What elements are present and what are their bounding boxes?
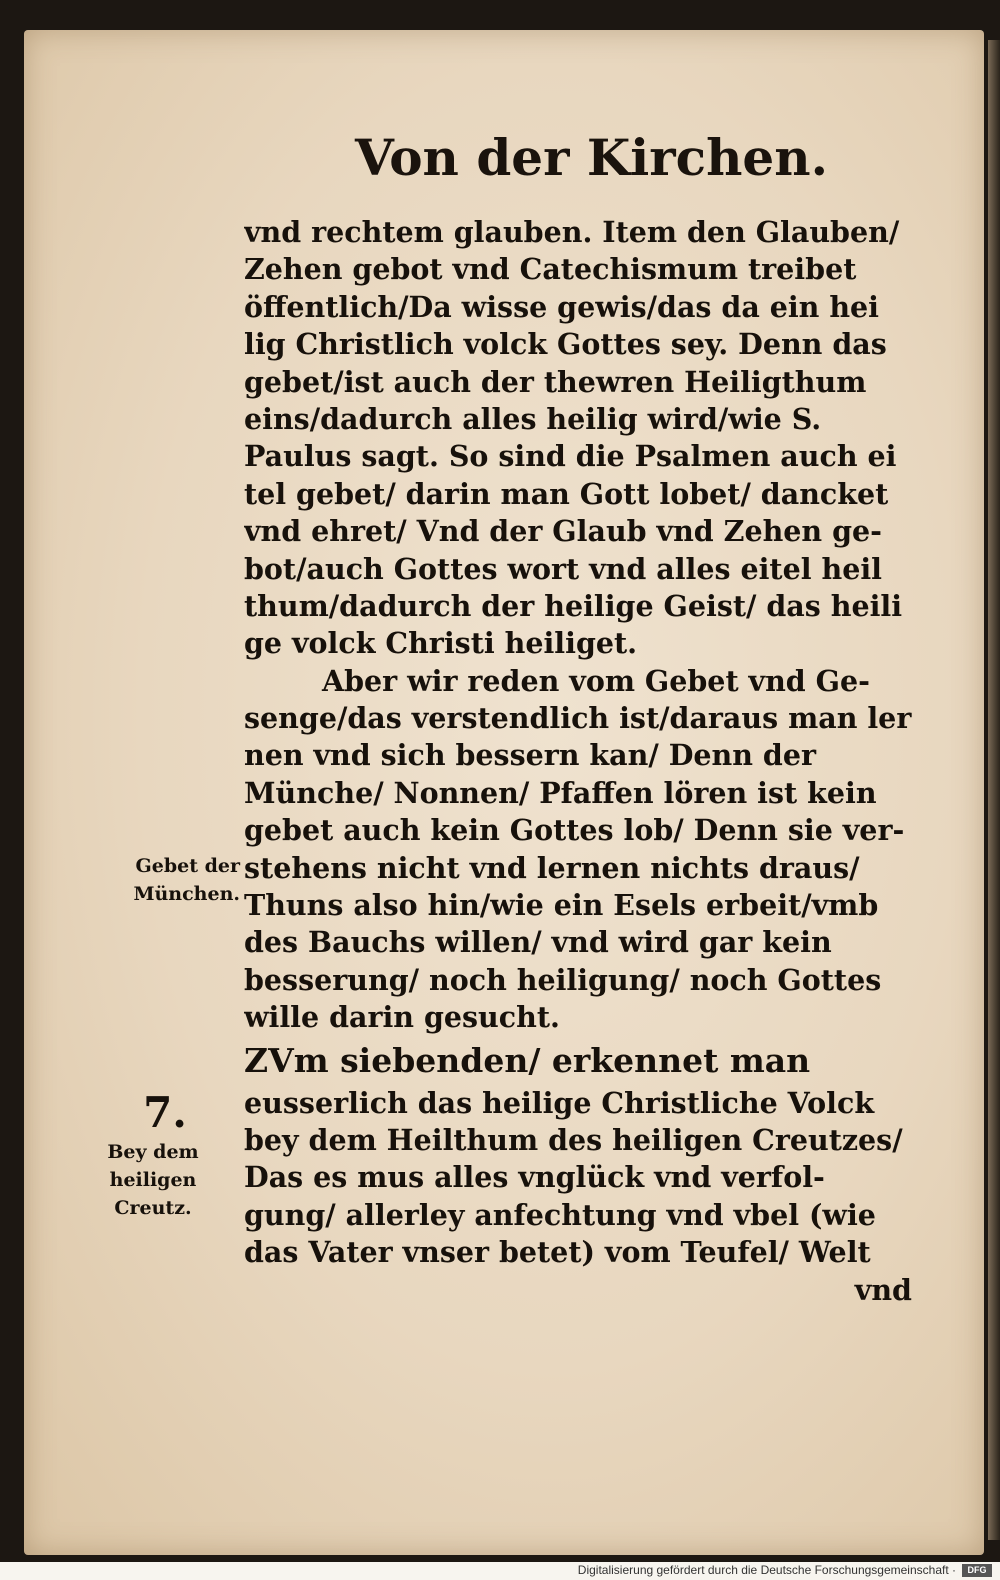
running-header: Von der Kirchen.: [355, 128, 828, 187]
margin-note-line: heiligen: [109, 1169, 197, 1191]
text-line: des Bauchs willen/ vnd wird gar kein: [244, 925, 832, 960]
funding-credit: Digitalisierung gefördert durch die Deutsche Forschungsgemeinschaft ·: [577, 1563, 956, 1577]
text-line: vnd rechtem glauben. Item den Glauben/: [244, 215, 900, 249]
text-line: Thuns also hin/wie ein Esels erbeit/vmb: [244, 888, 879, 923]
text-line: thum/dadurch der heilige Geist/ das heili: [244, 588, 903, 623]
margin-note-cross: [78, 1138, 228, 1222]
margin-note-line: Gebet der: [135, 855, 240, 877]
section-opening-line: ZVm siebenden/ erkennet man: [244, 1040, 811, 1080]
text-line: bey dem Heilthum des heiligen Creutzes/: [244, 1122, 903, 1157]
text-line: stehens nicht vnd lernen nichts draus/: [244, 850, 860, 885]
text-line: Münche/ Nonnen/ Pfaffen lören ist kein: [244, 775, 877, 810]
text-line: das Vater vnser betet) vom Teufel/ Welt: [244, 1235, 871, 1270]
text-line: bot/auch Gottes wort vnd alles eitel heil: [244, 551, 882, 586]
text-line: senge/das verstendlich ist/daraus man ler: [244, 701, 912, 736]
text-line: tel gebet/ darin man Gott lobet/ dancket: [244, 476, 889, 511]
page-edge: [988, 40, 1000, 1540]
text-line: Paulus sagt. So sind die Psalmen auch ei: [244, 439, 897, 474]
margin-section-number: 7.: [143, 1088, 187, 1137]
margin-note-line: Creutz.: [114, 1197, 192, 1219]
text-line: nen vnd sich bessern kan/ Denn der: [244, 738, 816, 773]
text-line: ge volck Christi heiliget.: [244, 626, 638, 661]
text-line: öffentlich/Da wisse gewis/das da ein hei: [244, 289, 880, 324]
text-line: wille darin gesucht.: [244, 1000, 560, 1035]
text-line: vnd ehret/ Vnd der Glaub vnd Zehen ge-: [244, 514, 882, 549]
text-line: eins/dadurch alles heilig wird/wie S.: [244, 401, 822, 436]
text-line: Zehen gebot vnd Catechismum treibet: [244, 252, 857, 287]
text-line: Aber wir reden vom Gebet vnd Ge-: [322, 663, 870, 698]
text-line: eusserlich das heilige Christliche Volck: [244, 1085, 875, 1120]
margin-note-prayer: [80, 852, 240, 908]
text-line: besserung/ noch heiligung/ noch Gottes: [244, 962, 882, 997]
dfg-logo-icon: DFG: [962, 1564, 992, 1577]
text-line: Das es mus alles vnglück vnd verfol-: [244, 1160, 825, 1195]
page-body: [244, 214, 924, 1309]
catchword: vnd: [854, 1272, 912, 1307]
text-line: lig Christlich volck Gottes sey. Denn das: [244, 327, 887, 362]
margin-note-line: Bey dem: [107, 1141, 199, 1163]
text-line: gebet/ist auch der thewren Heiligthum: [244, 364, 867, 399]
margin-note-line: München.: [133, 883, 240, 905]
text-line: gebet auch kein Gottes lob/ Denn sie ver-: [244, 813, 905, 848]
text-line: gung/ allerley anfechtung vnd vbel (wie: [244, 1197, 876, 1232]
